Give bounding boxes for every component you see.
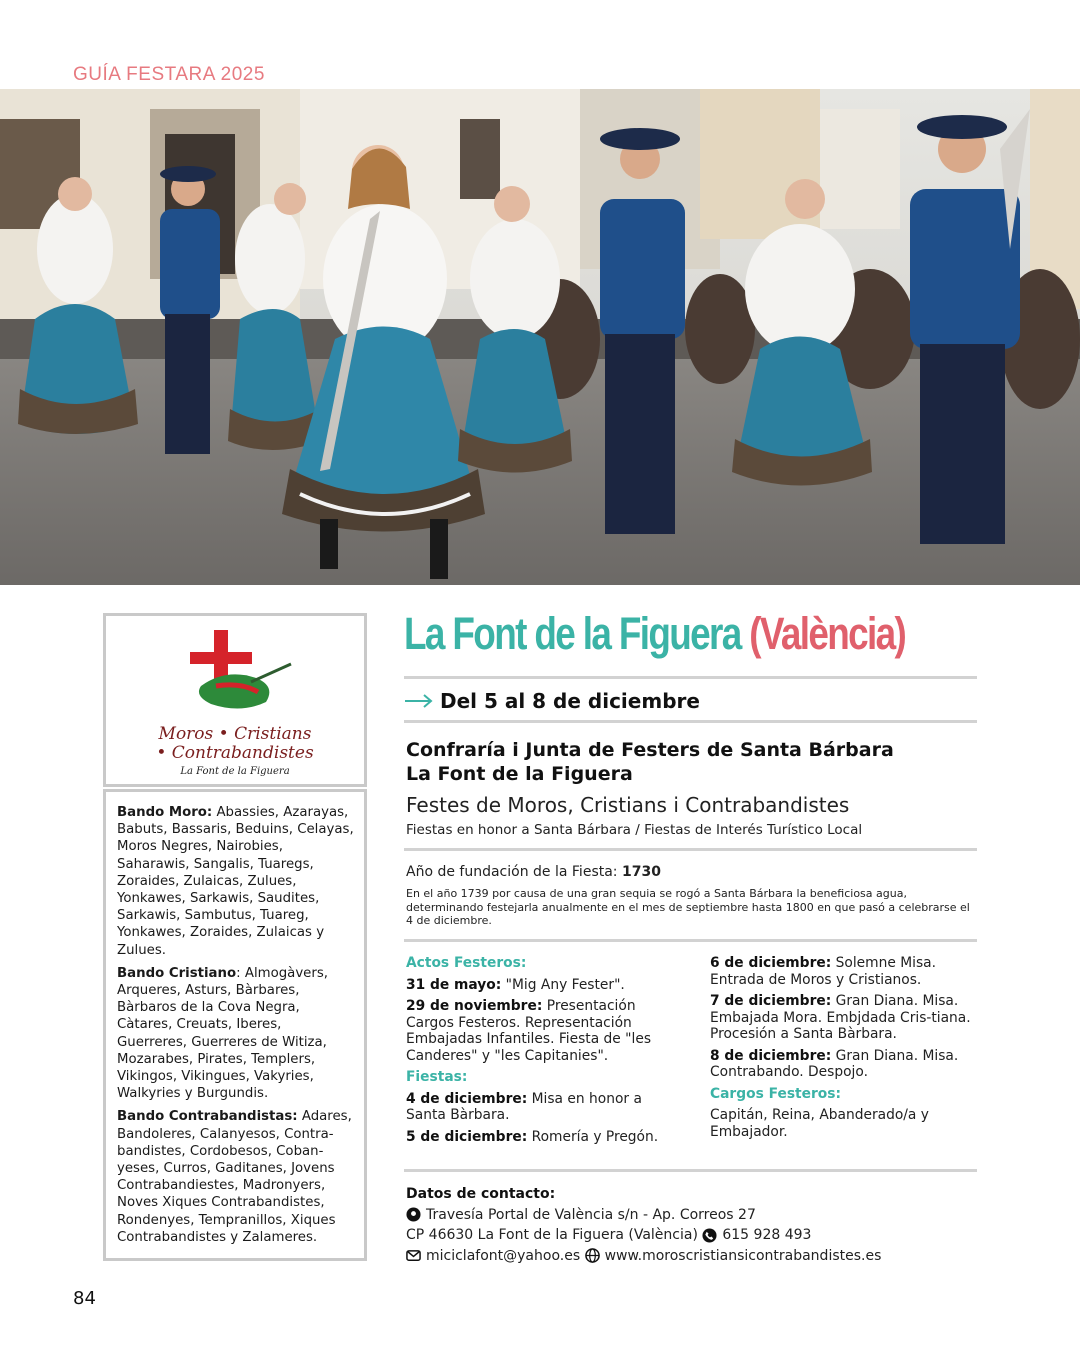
contact-online-line: [406, 1246, 881, 1267]
schedule-entry: [406, 1091, 678, 1124]
bando-moro-label: Bando Moro:: [117, 805, 213, 820]
actos-festeros-heading: Actos Festeros:: [406, 955, 527, 971]
bandos-list-box: [103, 789, 367, 1261]
fundacion-year: 1730: [621, 864, 661, 880]
email-icon: [406, 1248, 421, 1263]
divider: [404, 939, 977, 942]
title-place: La Font de la Figuera: [404, 608, 741, 659]
organization-line1: Confraría i Junta de Festers de Santa Bárbara: [406, 739, 894, 761]
divider: [404, 1169, 977, 1172]
cargos-festeros-heading: Cargos Festeros:: [710, 1085, 842, 1102]
organization-name: [406, 738, 894, 786]
location-pin-icon: [406, 1207, 421, 1222]
cross-crescent-emblem-icon: [106, 616, 364, 724]
contact-email[interactable]: miciclafont@yahoo.es: [426, 1247, 581, 1264]
parade-illustration: [0, 89, 1080, 585]
entry-text: Gran Diana. Misa. Embajada Mora. Embjdada Cris-tiana. Procesión a Santa Bàrbara.: [710, 993, 971, 1042]
contact-phone[interactable]: 615 928 493: [722, 1227, 812, 1243]
festes-subtitle: Festes de Moros, Cristians i Contrabandistes: [406, 793, 850, 817]
contact-website[interactable]: www.moroscristiansicontrabandistes.es: [604, 1247, 882, 1264]
bando-contrabandistas-label: Bando Contrabandistas:: [117, 1109, 298, 1125]
phone-icon: [702, 1228, 717, 1243]
festival-parade-photo: [0, 89, 1080, 585]
entry-text: Misa en honor a Santa Bàrbara.: [406, 1090, 642, 1123]
entry-date: 5 de diciembre:: [406, 1128, 528, 1145]
organization-line2: La Font de la Figuera: [406, 763, 633, 785]
contact-address: Travesía Portal de València s/n - Ap. Correos 27: [426, 1206, 756, 1223]
schedule-left-column: [406, 955, 678, 1150]
contact-address-line: [406, 1205, 881, 1226]
entry-date: 29 de noviembre:: [406, 998, 543, 1014]
entry-text: Gran Diana. Misa. Contrabando. Despojo.: [710, 1047, 959, 1080]
title-region: (València): [749, 608, 906, 659]
bando-cristiano-text: : Almogàvers, Arqueres, Asturs, Bàrbares, Bàrbaros de la Cova Negra, Càtares, Creuats, Iberes, Guerreres, Guerreres de Witiza, Mozarabes, Pirates, Templers, Vikingos, Vikingues, Vakyries, Walkyries y Burgundis.: [117, 965, 328, 1102]
guide-header-label: GUÍA FESTARA 2025: [73, 64, 265, 85]
globe-icon: [585, 1248, 600, 1263]
entry-text: Solemne Misa. Entrada de Moros y Cristianos.: [710, 955, 936, 988]
cargos-festeros-text: Capitán, Reina, Abanderado/a y Embajador.: [710, 1107, 929, 1140]
bando-contrabandistas-text: Adares, Bandoleres, Calanyesos, Contra-bandistes, Cordobesos, Coban-yeses, Curros, Gaditanes, Jovens Contrabandiestes, Madronyers, Noves Xiques Contrabandistes, Rondenyes, Tempranillos, Xiques Contrabandistes y Zalameres.: [117, 1109, 352, 1245]
association-logo: [103, 613, 367, 787]
bando-cristiano-label: Bando Cristiano: [117, 965, 237, 981]
schedule-entry: [406, 1129, 678, 1146]
fundacion-line: [406, 864, 661, 880]
schedule-right-column: [710, 955, 982, 1145]
bando-contrabandistas: [117, 1108, 354, 1246]
fiestas-honor-text: Fiestas en honor a Santa Bárbara / Fiestas de Interés Turístico Local: [406, 822, 863, 838]
entry-date: 7 de diciembre:: [710, 993, 832, 1009]
entry-text: Romería y Pregón.: [527, 1128, 659, 1145]
entry-date: 6 de diciembre:: [710, 955, 832, 971]
logo-text-line3: La Font de la Figuera: [180, 766, 290, 777]
contact-block: [406, 1184, 881, 1266]
fiestas-heading: Fiestas:: [406, 1069, 468, 1085]
schedule-entry: [710, 1048, 982, 1081]
page-number: 84: [73, 1288, 96, 1309]
arrow-right-icon: [404, 693, 434, 709]
logo-text-line2: • Contrabandistes: [156, 743, 314, 763]
contact-city-line: [406, 1225, 881, 1246]
fundacion-label: Año de fundación de la Fiesta:: [406, 864, 622, 880]
divider: [404, 720, 977, 723]
bando-cristiano: [117, 965, 354, 1103]
entry-date: 31 de mayo:: [406, 976, 502, 993]
entry-text: "Mig Any Fester".: [501, 976, 625, 993]
schedule-entry: [406, 977, 678, 994]
historia-text: En el año 1739 por causa de una gran sequia se rogó a Santa Bárbara la beneficiosa agua, determinando festejarla anualmente en el mes de septiembre hasta 1800 en que pasó a celebrarse el 4 de diciembre.: [406, 887, 970, 927]
divider: [404, 848, 977, 851]
schedule-entry: [406, 998, 678, 1064]
entry-date: 8 de diciembre:: [710, 1047, 832, 1064]
divider: [404, 676, 977, 679]
schedule-entry: [710, 993, 982, 1043]
contact-city: CP 46630 La Font de la Figuera (València): [406, 1227, 698, 1243]
bando-moro-text: Abassies, Azarayas, Babuts, Bassaris, Beduins, Celayas, Moros Negres, Nairobies, Saharawis, Sangalis, Tuaregs, Zoraides, Zulaicas, Zulues, Yonkawes, Sarkawis, Saudites, Sarkawis, Sambutus, Tuareg, Yonkawes, Zoraides, Zulaicas y Zulues.: [117, 805, 354, 958]
bando-moro: [117, 804, 354, 959]
dates-text: Del 5 al 8 de diciembre: [440, 689, 700, 713]
contact-heading: Datos de contacto:: [406, 1186, 556, 1202]
schedule-entry: [710, 955, 982, 988]
event-dates: [404, 686, 700, 716]
entry-date: 4 de diciembre:: [406, 1090, 528, 1107]
page-title: [404, 608, 905, 660]
entry-text: Presentación Cargos Festeros. Representación Embajadas Infantiles. Fiesta de "les Canderes" y "les Capitanies".: [406, 998, 652, 1064]
logo-text-line1: Moros • Cristians: [158, 724, 312, 744]
